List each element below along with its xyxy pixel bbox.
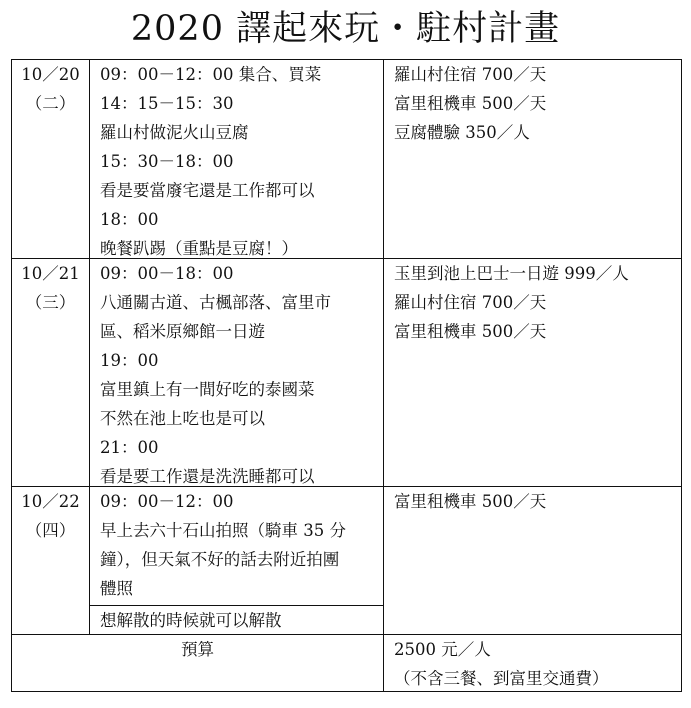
day3-cost-cell: [383, 486, 682, 635]
cost-line: 玉里到池上巴士一日遊 999／人: [394, 264, 629, 283]
day3-extra-cell: [89, 605, 384, 635]
schedule-line: 八通關古道、古楓部落、富里市: [100, 293, 331, 312]
schedule-line: 區、稻米原鄉館一日遊: [100, 322, 265, 341]
day1-date: 10／20: [21, 65, 80, 84]
schedule-line: 21：00: [100, 438, 159, 457]
schedule-line: 鐘），但天氣不好的話去附近拍團: [100, 550, 340, 569]
day1-date-cell: [11, 59, 90, 259]
schedule-line: 體照: [100, 579, 133, 598]
schedule-line: 09：00－12：00 集合、買菜: [100, 65, 322, 84]
day2-cost-cell: [383, 258, 682, 487]
schedule-line: 看是要當廢宅還是工作都可以: [100, 181, 315, 200]
schedule-line: 不然在池上吃也是可以: [100, 409, 265, 428]
day3-date-cell: [11, 486, 90, 635]
schedule-line: 14：15－15：30: [100, 94, 234, 113]
cost-line: 豆腐體驗 350／人: [394, 123, 530, 142]
schedule-line: 看是要工作還是洗洗睡都可以: [100, 467, 315, 486]
schedule-extra-line: 想解散的時候就可以解散: [100, 611, 282, 630]
day2-date-cell: [11, 258, 90, 487]
schedule-line: 晚餐趴踢（重點是豆腐！）: [100, 239, 298, 258]
budget-label-cell: [11, 634, 384, 692]
day3-date: 10／22: [21, 492, 80, 511]
cost-line: 羅山村住宿 700／天: [394, 293, 547, 312]
schedule-line: 15：30－18：00: [100, 152, 234, 171]
day3-schedule-cell: [89, 486, 384, 606]
schedule-line: 18：00: [100, 210, 159, 229]
cost-line: 羅山村住宿 700／天: [394, 65, 547, 84]
day2-schedule-cell: [89, 258, 384, 487]
cost-line: 富里租機車 500／天: [394, 322, 547, 341]
budget-label: 預算: [181, 640, 214, 659]
budget-value-cell: [383, 634, 682, 692]
day3-weekday: （四）: [25, 521, 76, 540]
cost-line: 富里租機車 500／天: [394, 94, 547, 113]
document-title: 2020 譯起來玩・駐村計畫: [130, 9, 561, 49]
budget-note: （不含三餐、到富里交通費）: [394, 669, 609, 688]
schedule-line: 早上去六十石山拍照（騎車 35 分: [100, 521, 346, 540]
day1-cost-cell: [383, 59, 682, 259]
day2-weekday: （三）: [25, 293, 76, 312]
day2-date: 10／21: [21, 264, 80, 283]
schedule-line: 羅山村做泥火山豆腐: [100, 123, 249, 142]
day1-weekday: （二）: [25, 94, 76, 113]
schedule-line: 09：00－18：00: [100, 264, 234, 283]
schedule-line: 富里鎮上有一間好吃的泰國菜: [100, 380, 315, 399]
cost-line: 富里租機車 500／天: [394, 492, 547, 511]
day1-schedule-cell: [89, 59, 384, 259]
budget-amount: 2500 元／人: [394, 640, 491, 659]
schedule-line: 09：00－12：00: [100, 492, 234, 511]
schedule-line: 19：00: [100, 351, 159, 370]
